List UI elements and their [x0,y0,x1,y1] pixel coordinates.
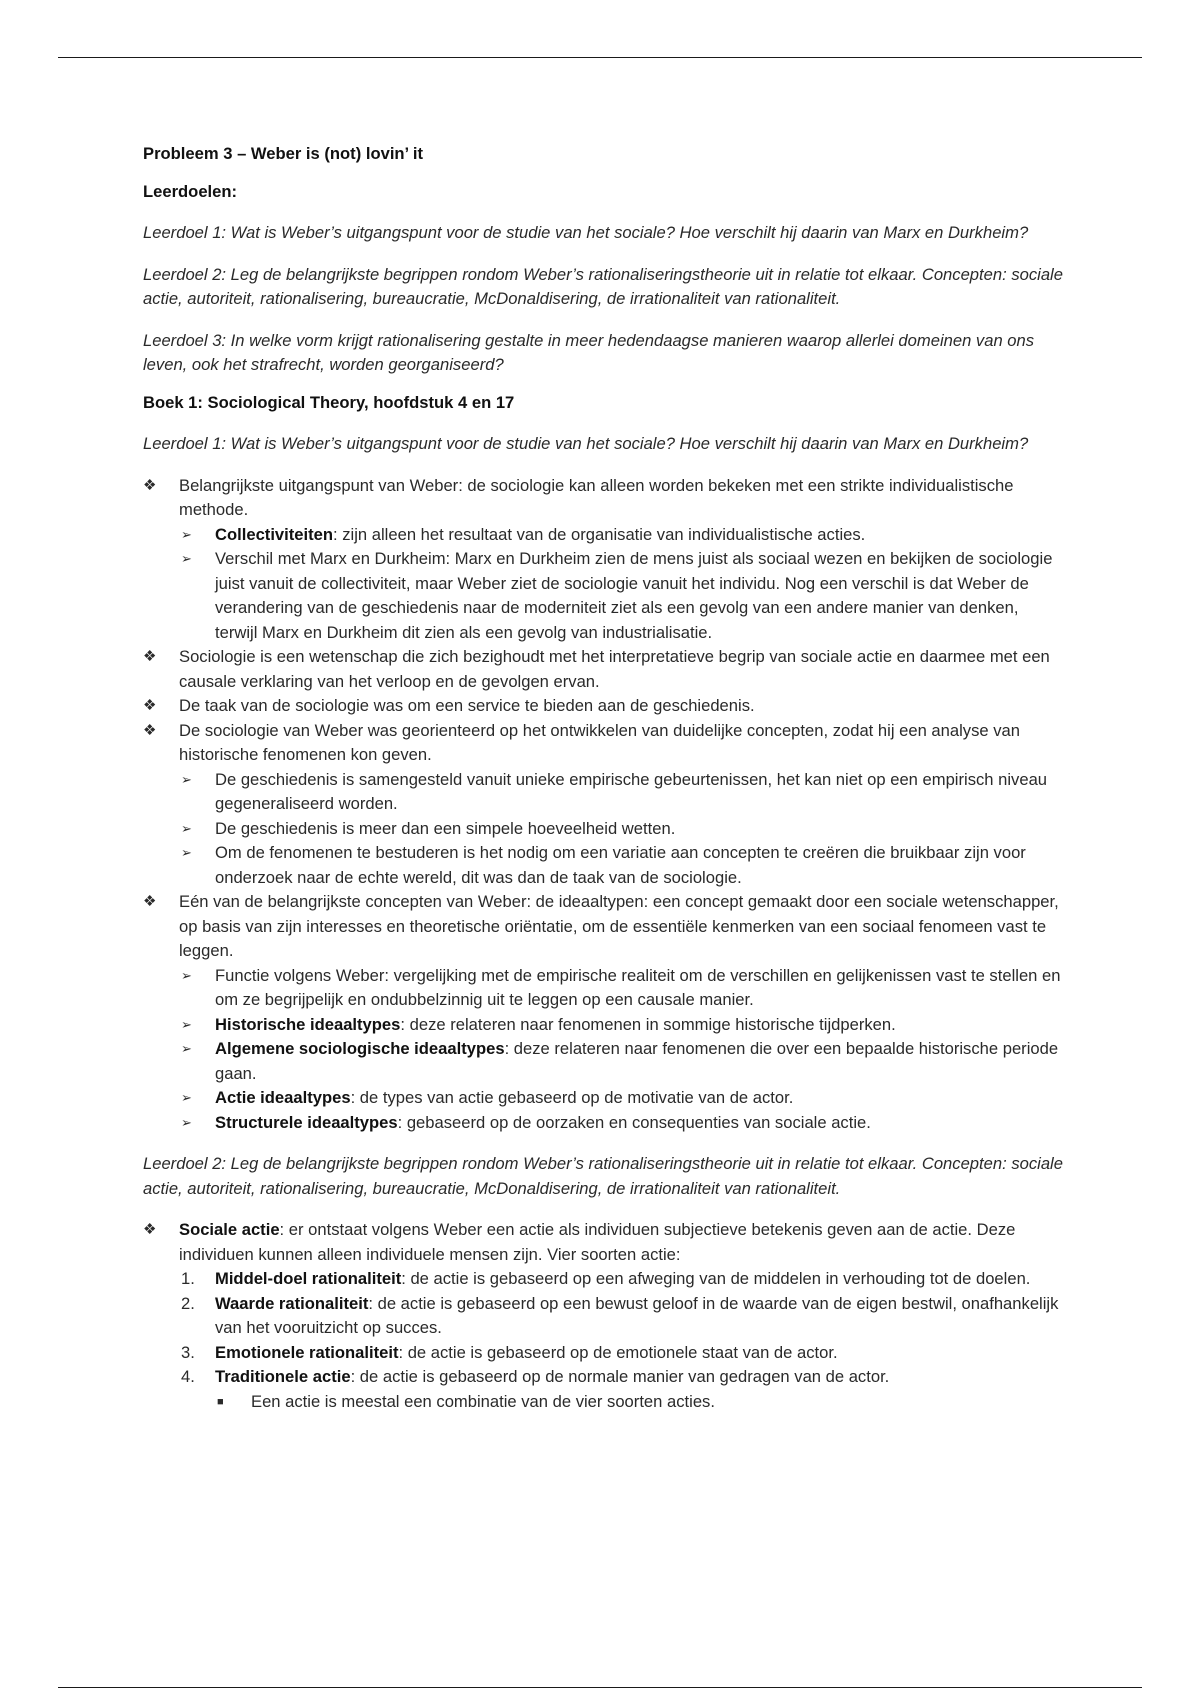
book-heading: Boek 1: Sociological Theory, hoofdstuk 4 en 17 [143,392,515,412]
arrow-bullet-icon: ➢ [181,967,192,983]
learning-goal-1: Leerdoel 1: Wat is Weber’s uitgangspunt voor de studie van het sociale? Hoe verschilt hij daarin van Marx en Durkheim? [143,223,1029,242]
diamond-bullet-icon: ❖ [143,893,157,910]
document-title: Probleem 3 – Weber is (not) lovin’ it [143,144,424,163]
list-item: ➢ Verschil met Marx en Durkheim: Marx en Durkheim zien de mens juist als sociaal wezen en bekijken de sociologie juist vanuit de collectiviteit, maar Weber ziet de sociologie vanuit het individu. Nog een verschil is dat Weber de verandering van de geschiedenis naar de moderniteit ziet als een gevolg van een andere manier van denken, terwijl Marx en Durkheim dit zien als een gevolg van industrialisatie. [181,549,1053,642]
list-item: ➢ Algemene sociologische ideaaltypes: deze relateren naar fenomenen die over een bepaalde historische periode gaan. [181,1039,1059,1083]
arrow-bullet-icon: ➢ [181,1016,192,1032]
square-bullet-icon: ■ [217,1395,224,1408]
list-item: ➢ Actie ideaaltypes: de types van actie gebaseerd op de motivatie van de actor. [143,1086,1063,1111]
list-item: ➢ Functie volgens Weber: vergelijking met de empirische realiteit om de verschillen en gelijkenissen vast te stellen en om ze begrijpelijk en ondubbelzinnig uit te leggen op een causale manier. [181,965,1061,1009]
list-item: ■ Een actie is meestal een combinatie van de vier soorten acties. [143,1390,1063,1415]
arrow-bullet-icon: ➢ [181,1114,192,1130]
list-item: ❖ Eén van de belangrijkste concepten van Weber: de ideaaltypen: een concept gemaakt door een sociale wetenschapper, op basis van zijn interesses en theoretische oriëntatie, om de essentiële kenmerken van een sociaal fenomeen vast te leggen. [143,892,1059,960]
list-item: ➢ Historische ideaaltypes: deze relateren naar fenomenen in sommige historische tijdperken. [143,1013,1063,1038]
arrow-bullet-icon: ➢ [181,771,192,787]
list-item: ➢ Structurele ideaaltypes: gebaseerd op de oorzaken en consequenties van sociale actie. [143,1111,1063,1136]
numbered-item: 2. Waarde rationaliteit: de actie is gebaseerd op een bewust geloof in de waarde van de eigen bestwil, onafhankelijk van het vooruitzicht op succes. [181,1293,1059,1337]
list-item: ❖ De sociologie van Weber was georienteerd op het ontwikkelen van duidelijke concepten, zodat hij een analyse van historische fenomenen kon geven. [143,720,1020,764]
diamond-bullet-icon: ❖ [143,1221,157,1238]
learning-goal-2: Leerdoel 2: Leg de belangrijkste begrippen rondom Weber’s rationaliseringstheorie uit in relatie tot elkaar. Concepten: sociale actie, autoriteit, rationalisering, bureaucratie, McDonaldisering, de irrationaliteit van rationaliteit. [143,264,1063,308]
numbered-item: 4. Traditionele actie: de actie is gebaseerd op de normale manier van gedragen van de actor. [181,1367,890,1386]
footer-rule [58,1687,1142,1688]
arrow-bullet-icon: ➢ [181,1090,192,1105]
arrow-bullet-icon: ➢ [181,820,192,836]
header-rule [58,57,1142,58]
diamond-bullet-icon: ❖ [143,721,157,739]
section1-goal: Leerdoel 1: Wat is Weber’s uitgangspunt voor de studie van het sociale? Hoe verschilt hij daarin van Marx en Durkheim? [143,434,1029,453]
list-item: ➢ De geschiedenis is samengesteld vanuit unieke empirische gebeurtenissen, het kan niet op een empirisch niveau gegeneraliseerd worden. [181,769,1048,813]
leerdoelen-heading: Leerdoelen: [143,181,238,201]
numbered-item: 3. Emotionele rationaliteit: de actie is gebaseerd op de emotionele staat van de actor. [181,1342,838,1362]
list-item: ➢ Collectiviteiten: zijn alleen het resultaat van de organisatie van individualistische acties. [143,523,1063,548]
list-item: ❖ Belangrijkste uitgangspunt van Weber: de sociologie kan alleen worden bekeken met een strikte individualistische methode. [143,475,1014,519]
list-item: ❖ Sociale actie: er ontstaat volgens Weber een actie als individuen subjectieve betekenis geven aan de actie. Deze individuen kunnen alleen individuele mensen zijn. Vier soorten actie: [143,1220,1016,1264]
diamond-bullet-icon: ❖ [143,697,157,714]
document-body [143,142,1063,1414]
list-item: ❖ Sociologie is een wetenschap die zich bezighoudt met het interpretatieve begrip van sociale actie en daarmee met een causale verklaring van het verloop en de gevolgen ervan. [143,647,1050,691]
list-item: ➢ Om de fenomenen te bestuderen is het nodig om een variatie aan concepten te creëren die bruikbaar zijn voor onderzoek naar de echte wereld, dit was dan de taak van de sociologie. [181,843,1026,887]
list-item: ➢ De geschiedenis is meer dan een simpele hoeveelheid wetten. [143,817,1063,842]
numbered-item: 1. Middel-doel rationaliteit: de actie is gebaseerd op een afweging van de middelen in verhouding tot de doelen. [181,1269,1031,1288]
diamond-bullet-icon: ❖ [143,476,157,494]
arrow-bullet-icon: ➢ [181,551,192,566]
arrow-bullet-icon: ➢ [181,845,192,860]
diamond-bullet-icon: ❖ [143,648,157,665]
arrow-bullet-icon: ➢ [181,1041,192,1056]
learning-goal-3: Leerdoel 3: In welke vorm krijgt rationalisering gestalte in meer hedendaagse manieren waarop allerlei domeinen van ons leven, ook het strafrecht, worden georganiseerd? [143,330,1035,374]
arrow-bullet-icon: ➢ [181,526,192,542]
list-item: ❖ De taak van de sociologie was om een service te bieden aan de geschiedenis. [143,694,1063,719]
section2-goal: Leerdoel 2: Leg de belangrijkste begrippen rondom Weber’s rationaliseringstheorie uit in relatie tot elkaar. Concepten: sociale actie, autoriteit, rationalisering, bureaucratie, McDonaldisering, de irrationaliteit van rationaliteit. [143,1154,1063,1198]
